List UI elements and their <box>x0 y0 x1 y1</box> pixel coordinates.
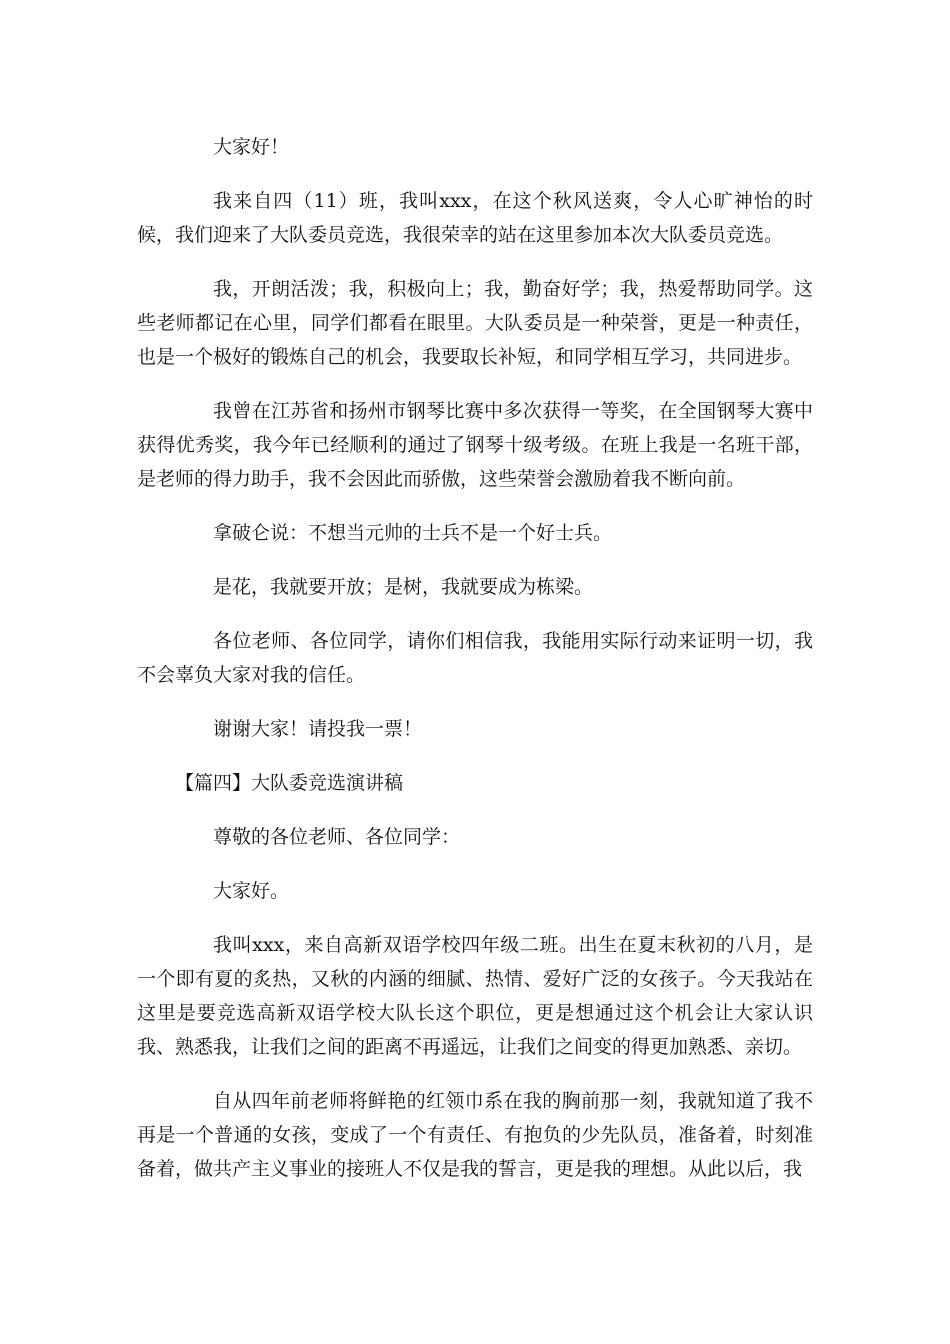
paragraph-salutation: 尊敬的各位老师、各位同学： <box>213 826 461 848</box>
paragraph-introduction: 我来自四（11）班，我叫xxx，在这个秋风送爽，令人心旷神怡的时候，我们迎来了大队委员竞选，我很荣幸的站在这里参加本次大队委员竞选。 <box>137 190 813 246</box>
paragraph-greeting-2: 大家好。 <box>213 880 290 902</box>
paragraph-aspiration: 是花，我就要开放；是树，我就要成为栋梁。 <box>213 576 594 598</box>
paragraph-appeal: 各位老师、各位同学，请你们相信我，我能用实际行动来证明一切，我不会辜负大家对我的信任。 <box>137 630 813 686</box>
paragraph-greeting: 大家好！ <box>213 136 290 158</box>
paragraph-achievements: 我曾在江苏省和扬州市钢琴比赛中多次获得一等奖，在全国钢琴大赛中获得优秀奖，我今年已经顺利的通过了钢琴十级考级。在班上我是一名班干部，是老师的得力助手，我不会因此而骄傲，这些荣誉会激励着我不断向前。 <box>137 400 813 490</box>
paragraph-personality: 我，开朗活泼；我，积极向上；我，勤奋好学；我，热爱帮助同学。这些老师都记在心里，同学们都看在眼里。大队委员是一种荣誉，更是一种责任，也是一个极好的锻炼自己的机会，我要取长补短，和同学相互学习，共同进步。 <box>137 278 813 368</box>
document-body <box>137 130 813 1206</box>
paragraph-quote: 拿破仑说：不想当元帅的士兵不是一个好士兵。 <box>213 522 613 544</box>
paragraph-self-introduction: 我叫xxx，来自高新双语学校四年级二班。出生在夏末秋初的八月，是一个即有夏的炙热，又秋的内涵的细腻、热情、爱好广泛的女孩子。今天我站在这里是要竞选高新双语学校大队长这个职位，更是想通过这个机会让大家认识我、熟悉我，让我们之间的距离不再遥远，让我们之间变的得更加熟悉、亲切。 <box>137 934 813 1058</box>
paragraph-red-scarf: 自从四年前老师将鲜艳的红领巾系在我的胸前那一刻，我就知道了我不再是一个普通的女孩，变成了一个有责任、有抱负的少先队员，准备着，时刻准备着，做共产主义事业的接班人不仅是我的誓言，更是我的理想。从此以后，我 <box>137 1090 813 1180</box>
paragraph-thanks: 谢谢大家！请投我一票！ <box>213 718 423 740</box>
section-heading: 【篇四】大队委竞选演讲稿 <box>175 772 404 794</box>
